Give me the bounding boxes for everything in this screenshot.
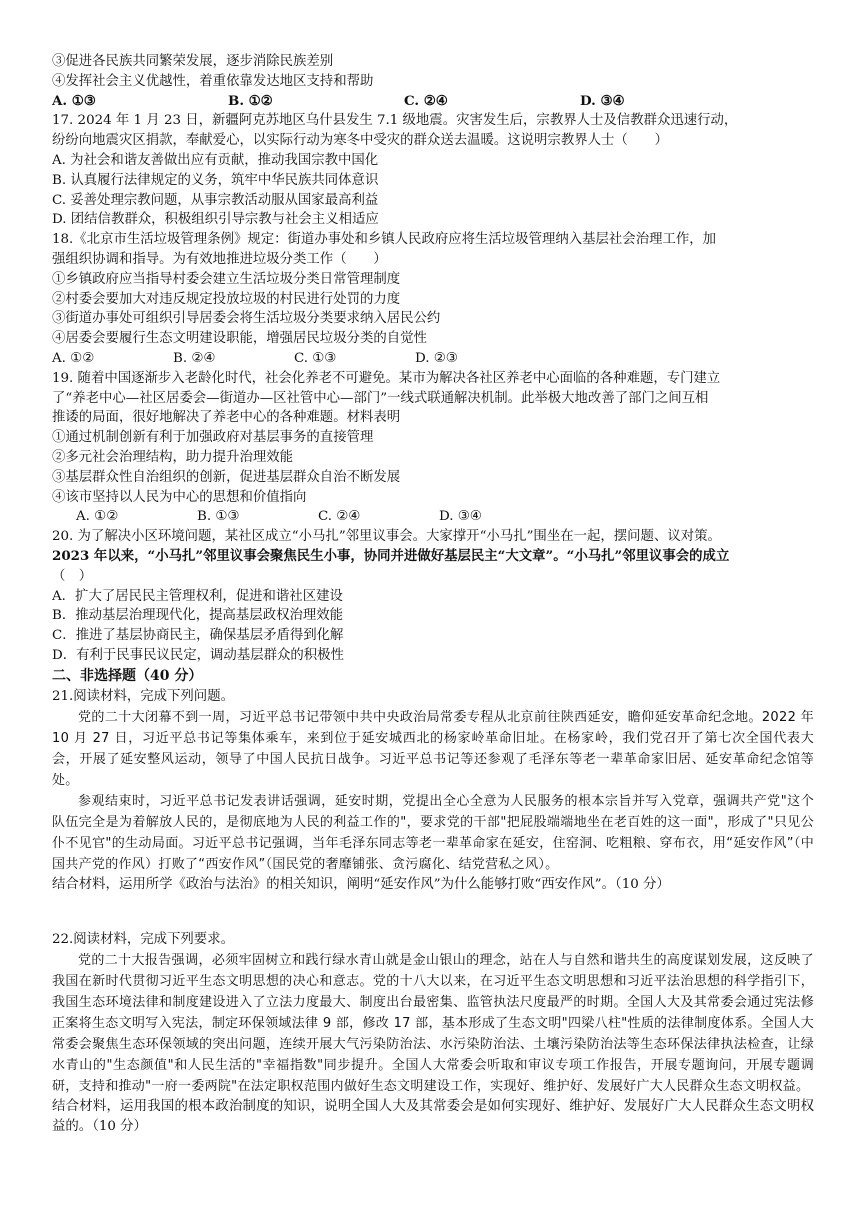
q21-material-p2: 参观结束时，习近平总书记发表讲话强调，延安时期，党提出全心全意为人民服务的根本宗旨并写入党章，强调共产党"这个队伍完全是为着解放人民的，是彻底地为人民的利益工作的"，要求党的干部"把屁股端端地坐在老百姓的这一面"，形成了"只见公仆不见官"的生动局面。习近平总书记强调，当年毛泽东同志等老一辈革命家在延安，住窑洞、吃粗粮、穿布衣，用“延安作风”（中国共产党的作风）打败了“西安作风”（国民党的奢靡铺张、贪污腐化、结党营私之风）。 bbox=[52, 793, 814, 872]
q18-statement-4: ④居委会要履行生态文明建设职能，增强居民垃圾分类的自觉性 bbox=[52, 331, 427, 347]
q22-question: 结合材料，运用我国的根本政治制度的知识，说明全国人大及其常委会是如何实现好、维护好、发展好广大人民群众生态文明权益的。（10 分） bbox=[52, 1099, 814, 1134]
q19-options bbox=[52, 507, 814, 527]
q22-material-p1: 党的二十大报告强调，必须牢固树立和践行绿水青山就是金山银山的理念，站在人与自然和谐共生的高度谋划发展，这反映了我国在新时代贯彻习近平生态文明思想的决心和意志。党的十八大以来，在习近平生态文明思想和习近平法治思想的科学指引下，我国生态环境法律和制度建设进入了立法力度最大、制度出台最密集、监管执法尺度最严的时期。全国人大及其常委会通过宪法修正案将生态文明写入宪法，制定环保领域法律 9 部，修改 17 部，基本形成了生态文明"四梁八柱"性质的法律制度体系。全国人大常委会聚焦生态环保领域的突出问题，连续开展大气污染防治法、水污染防治法、土壤污染防治法等生态环保法律执法检查，让绿水青山的"生态颜值"和人民生活的"幸福指数"同步提升。全国人大常委会听取和审议专项工作报告，开展专题询问，开展专题调研，支持和推动"一府一委两院"在法定职权范围内做好生态文明建设工作，实现好、维护好、发展好广大人民群众生态文明权益。 bbox=[52, 953, 814, 1095]
answer-space bbox=[52, 894, 814, 930]
q18-option-a: A. ①② bbox=[52, 350, 95, 366]
q17-option-a: A. 为社会和谐友善做出应有贡献，推动我国宗教中国化 bbox=[52, 152, 379, 168]
q16-option-d: D. ③④ bbox=[580, 92, 625, 109]
q21-material-p1: 党的二十大闭幕不到一周，习近平总书记带领中共中央政治局常委专程从北京前往陕西延安，瞻仰延安革命纪念地。2022 年 10 月 27 日，习近平总书记等集体乘车，来到位于延安城西北的杨家岭革命旧址。在杨家岭，我们党召开了第七次全国代表大会，开展了延安整风运动，领导了中国人民抗日战争。习近平总书记等还参观了毛泽东等老一辈革命家旧居、延安革命纪念馆等处。 bbox=[52, 709, 814, 788]
q18-options bbox=[52, 349, 814, 369]
q22-heading: 22.阅读材料，完成下列要求。 bbox=[52, 932, 234, 948]
q17-stem-2: 纷纷向地震灾区捐款，奉献爱心，以实际行动为寒冬中受灾的群众送去温暖。这说明宗教界人士（ ） bbox=[52, 133, 668, 149]
q20-stem-2: 2023 年以来，“小马扎”邻里议事会聚焦民生小事，协同并进做好基层民主“大文章”。“小马扎”邻里议事会的成立 bbox=[52, 547, 730, 564]
q19-stem-3: 推诿的局面，很好地解决了养老中心的各种难题。材料表明 bbox=[52, 410, 401, 426]
q20-option-b: B．推动基层治理现代化，提高基层政权治理效能 bbox=[52, 608, 344, 624]
q16-options bbox=[52, 92, 814, 112]
q18-statement-2: ②村委会要加大对违反规定投放垃圾的村民进行处罚的力度 bbox=[52, 291, 401, 307]
q18-statement-3: ③街道办事处可组织引导居委会将生活垃圾分类要求纳入居民公约 bbox=[52, 311, 441, 327]
q20-option-a: A．扩大了居民民主管理权利，促进和谐社区建设 bbox=[52, 588, 343, 604]
q19-statement-2: ②多元社会治理结构，助力提升治理效能 bbox=[52, 449, 294, 465]
q18-option-c: C. ①③ bbox=[294, 350, 337, 366]
exam-page bbox=[52, 52, 814, 1137]
q19-statement-1: ①通过机制创新有利于加强政府对基层事务的直接管理 bbox=[52, 430, 374, 446]
q20-option-d: D．有利于民事民议民定，调动基层群众的积极性 bbox=[52, 647, 344, 663]
q18-statement-1: ①乡镇政府应当指导村委会建立生活垃圾分类日常管理制度 bbox=[52, 271, 401, 287]
q16-option-b: B. ①② bbox=[228, 92, 273, 109]
q18-option-d: D. ②③ bbox=[415, 350, 458, 366]
q19-statement-3: ③基层群众性自治组织的创新，促进基层群众自治不断发展 bbox=[52, 469, 401, 485]
q20-option-c: C．推进了基层协商民主，确保基层矛盾得到化解 bbox=[52, 628, 344, 644]
q21-heading: 21.阅读材料，完成下列问题。 bbox=[52, 688, 234, 704]
section-heading: 二、非选择题（40 分） bbox=[52, 667, 203, 684]
q16-option-c: C. ②④ bbox=[404, 92, 448, 109]
q20-stem-1: 20. 为了解决小区环境问题，某社区成立“小马扎”邻里议事会。大家撑开“小马扎”围坐在一起，摆问题、议对策。 bbox=[52, 529, 721, 545]
q17-stem-1: 17. 2024 年 1 月 23 日，新疆阿克苏地区乌什县发生 7.1 级地震。灾害发生后，宗教界人士及信教群众迅速行动， bbox=[52, 113, 738, 129]
q17-option-b: B. 认真履行法律规定的义务，筑牢中华民族共同体意识 bbox=[52, 172, 379, 188]
q16-option-a: A. ①③ bbox=[52, 92, 96, 109]
q19-statement-4: ④该市坚持以人民为中心的思想和价值指向 bbox=[52, 489, 307, 505]
q18-option-b: B. ②④ bbox=[173, 350, 216, 366]
q19-option-b: B. ①③ bbox=[197, 509, 240, 525]
q17-option-c: C. 妥善处理宗教问题，从事宗教活动服从国家最高利益 bbox=[52, 192, 379, 208]
q16-statement-4: ④发挥社会主义优越性，着重依靠发达地区支持和帮助 bbox=[52, 73, 374, 89]
q16-statement-3: ③促进各民族共同繁荣发展，逐步消除民族差别 bbox=[52, 54, 334, 69]
q19-stem-2: 了“养老中心—社区居委会—街道办—区社管中心—部门”一线式联通解决机制。此举极大地改善了部门之间互相 bbox=[52, 390, 709, 406]
q19-option-d: D. ③④ bbox=[439, 509, 482, 525]
q19-option-a: A. ①② bbox=[76, 509, 119, 525]
q17-option-d: D. 团结信教群众，积极组织引导宗教与社会主义相适应 bbox=[52, 212, 379, 228]
q18-stem-2: 强组织协调和指导。为有效地推进垃圾分类工作（ ） bbox=[52, 251, 387, 267]
q19-stem-1: 19. 随着中国逐渐步入老龄化时代，社会化养老不可避免。某市为解决各社区养老中心面临的各种难题，专门建立 bbox=[52, 370, 721, 386]
q20-stem-3: （ ） bbox=[52, 568, 93, 584]
q19-option-c: C. ②④ bbox=[318, 509, 361, 525]
q18-stem-1: 18.《北京市生活垃圾管理条例》规定：街道办事处和乡镇人民政府应将生活垃圾管理纳入基层社会治理工作，加 bbox=[52, 232, 717, 248]
q21-question: 结合材料，运用所学《政治与法治》的相关知识，阐明“延安作风”为什么能够打败“西安作风”。（10 分） bbox=[52, 876, 670, 892]
